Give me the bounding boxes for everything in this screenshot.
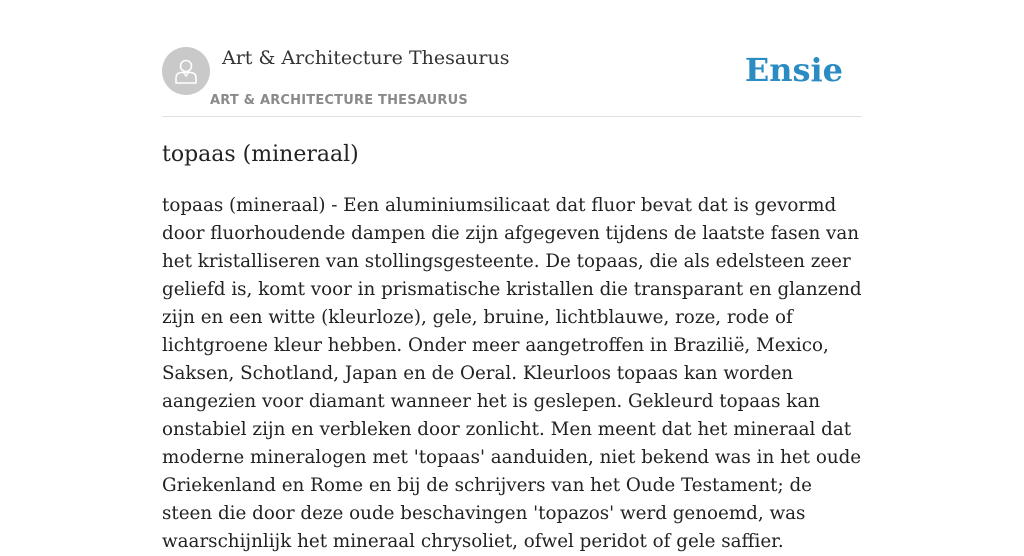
author-name[interactable]: Art & Architecture Thesaurus [222,47,510,69]
content-container [162,0,862,552]
header [162,0,862,117]
page-title: topaas (mineraal) [162,142,359,167]
article-body: topaas (mineraal) - Een aluminiumsilicaat dat fluor bevat dat is gevormd door fluorhoudende dampen die zijn afgegeven tijdens de laatste fasen van het kristalliseren van stollingsgesteente. De topaas, die als edelsteen zeer geliefd is, komt voor in prismatische kristallen die transparant en glanzend zijn en een witte (kleurloze), gele, bruine, lichtblauwe, roze, rode of lichtgroene kleur hebben. Onder meer aangetroffen in Brazilië, Mexico, Saksen, Schotland, Japan en de Oeral. Kleurloos topaas kan worden aangezien voor diamant wanneer het is geslepen. Gekleurd topaas kan onstabiel zijn en verbleken door zonlicht. Men meent dat het mineraal dat moderne mineralogen met 'topaas' aanduiden, niet bekend was in het oude Griekenland en Rome en bij de schrijvers van het Oude Testament; de steen die door deze oude beschavingen 'topazos' werd genoemd, was waarschijnlijk het mineraal chrysoliet, ofwel peridot of gele saffier. [162,195,862,552]
avatar[interactable] [162,47,210,95]
author-subtitle[interactable]: ART & ARCHITECTURE THESAURUS [210,93,468,108]
user-icon [171,56,201,86]
ensie-logo[interactable]: Ensie [744,51,843,89]
